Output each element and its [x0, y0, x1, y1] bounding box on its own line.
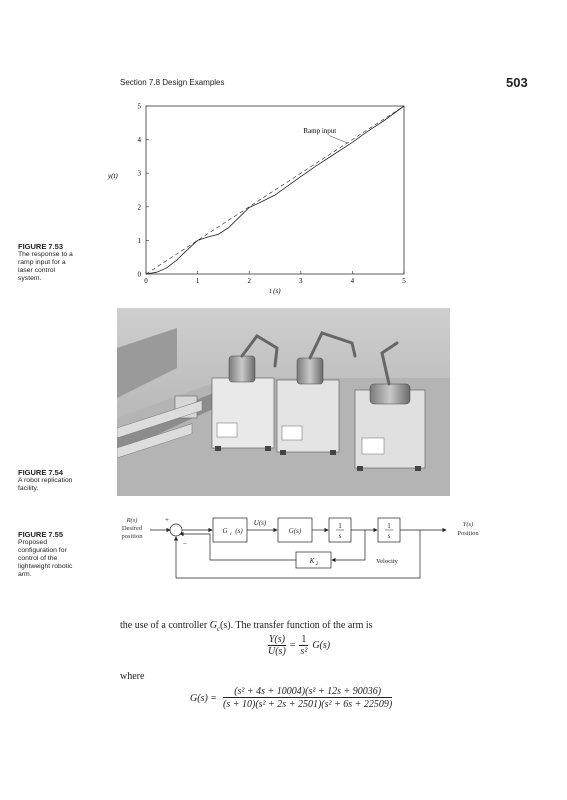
input-label-position: position	[121, 533, 143, 540]
y-tick-label: 2	[137, 203, 141, 212]
us-label: U(s)	[253, 519, 267, 527]
x-tick-label: 0	[144, 277, 148, 285]
fig54-caption-line: A robot replication	[18, 477, 73, 484]
ramp-response-chart	[100, 98, 410, 300]
y-axis-label: y(t)	[108, 172, 118, 181]
g-label: G(s)	[288, 527, 302, 535]
block-diagram	[110, 506, 490, 586]
fig54-caption-line: facility.	[18, 485, 39, 492]
equation-2	[190, 686, 392, 710]
int1-num: 1	[338, 522, 342, 530]
input-label-desired: Desired	[121, 525, 143, 532]
eq1-rhs	[299, 634, 308, 657]
gc-arg: (s)	[235, 527, 243, 535]
fig55-caption-line: Proposed	[18, 539, 48, 546]
y-tick-label: 4	[137, 136, 141, 145]
eq2-den: (s + 10)(s² + 2s + 2501)(s² + 6s + 22509)	[223, 699, 393, 710]
body-gc-sub: c	[216, 625, 221, 633]
fig54-label: FIGURE 7.54	[18, 468, 64, 477]
x-tick-label: 5	[402, 277, 406, 285]
k2-subscript: 2	[315, 562, 319, 567]
eq1-tail: G(s)	[312, 640, 331, 651]
velocity-label: Velocity	[376, 558, 398, 565]
eq1-rhs-den: s²	[300, 646, 308, 657]
plus-sign: +	[165, 516, 169, 524]
body-text-a: the use of a controller	[120, 620, 210, 631]
annotation-pointer	[329, 136, 347, 143]
eq1-equals: =	[289, 640, 296, 651]
equation-1	[268, 634, 330, 657]
y-tick-label: 1	[137, 236, 141, 245]
page-number: 503	[506, 75, 528, 90]
int2-num: 1	[387, 522, 391, 530]
eq2-fraction	[223, 686, 392, 710]
fig55-caption-line: lightweight robotic	[18, 563, 73, 570]
fig53-caption-line: The response to a	[18, 251, 73, 258]
input-label-rs: R(s)	[126, 517, 138, 524]
eq2-num: (s² + 4s + 10004)(s² + 12s + 90036)	[234, 686, 382, 697]
fig55-caption-line: control of the	[18, 555, 58, 562]
body-text-b: (s). The transfer function of the arm is	[220, 620, 373, 631]
x-tick-label: 4	[350, 277, 355, 285]
robot-facility-image	[117, 308, 450, 496]
int2-den: s	[387, 532, 391, 540]
body-gc: G	[209, 620, 217, 631]
eq1-lhs-num: Y(s)	[268, 634, 285, 645]
int1-den: s	[338, 532, 342, 540]
axis-ticks	[138, 103, 407, 286]
body-paragraph	[120, 620, 373, 633]
x-tick-label: 3	[299, 277, 303, 285]
fig53-caption	[18, 242, 98, 283]
section-header: Section 7.8 Design Examples	[120, 78, 225, 87]
eq2-lhs: G(s) =	[190, 692, 218, 704]
fig55-caption-text	[18, 539, 98, 579]
eq1-lhs-den: U(s)	[268, 646, 286, 657]
x-tick-label: 1	[195, 277, 200, 285]
fig55-label: FIGURE 7.55	[18, 530, 64, 539]
fig53-caption-line: system.	[18, 275, 42, 282]
fig53-caption-text	[18, 251, 98, 283]
k2-symbol: K	[309, 557, 315, 565]
y-tick-label: 5	[137, 102, 141, 111]
eq1-lhs	[268, 634, 286, 657]
fig53-caption-line: laser control	[18, 267, 56, 274]
x-axis-label: t (s)	[269, 287, 281, 295]
y-tick-label: 0	[137, 270, 141, 279]
where-word: where	[120, 671, 145, 682]
fig55-caption-line: configuration for	[18, 547, 67, 554]
fig53-label: FIGURE 7.53	[18, 242, 64, 251]
minus-sign: −	[183, 540, 187, 548]
fig53-caption-line: ramp input for a	[18, 259, 66, 266]
gc-symbol: G	[222, 527, 228, 535]
fig55-caption-line: arm.	[18, 571, 32, 578]
y-tick-label: 3	[137, 169, 141, 178]
series-group	[146, 106, 404, 274]
output-label-position: Position	[457, 530, 479, 537]
fig54-caption	[18, 468, 98, 493]
x-tick-label: 2	[247, 277, 251, 285]
fig55-caption	[18, 530, 98, 579]
ramp-input-line	[146, 106, 404, 274]
fig54-caption-text	[18, 477, 98, 493]
eq1-rhs-num: 1	[301, 634, 307, 645]
gc-subscript: c	[229, 532, 233, 537]
output-label-ys: Y(s)	[462, 521, 474, 528]
ramp-input-annotation: Ramp input	[303, 126, 337, 135]
